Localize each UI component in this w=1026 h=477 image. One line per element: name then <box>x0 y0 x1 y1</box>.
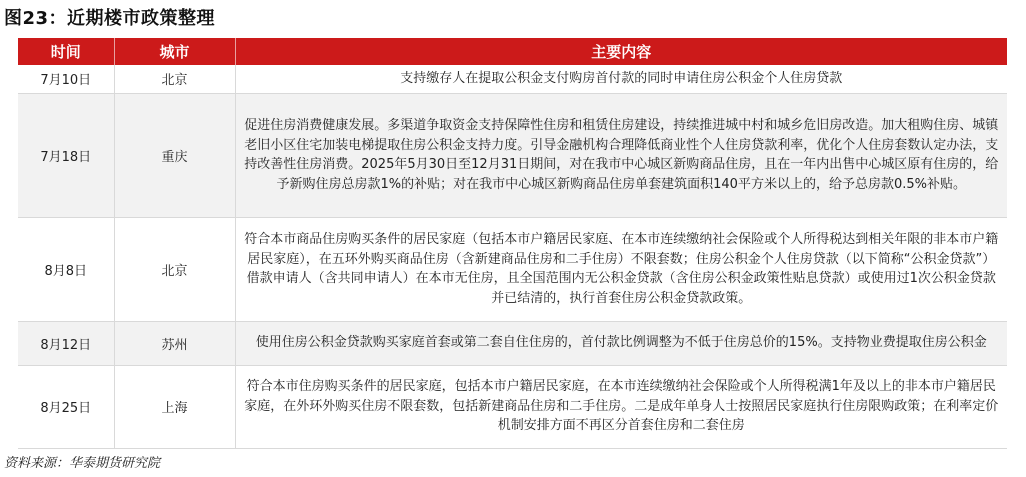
cell-content: 符合本市住房购买条件的居民家庭，包括本市户籍居民家庭，在本市连续缴纳社会保险或个人所得税满1年及以上的非本市户籍居民家庭，在外环外购买住房不限套数，包括新建商品住房和二手住房。二是成年单身人士按照居民家庭执行住房限购政策；在利率定价机制安排方面不再区分首套住房和二套住房 <box>235 365 1007 448</box>
header-time: 时间 <box>18 38 114 65</box>
cell-city: 重庆 <box>114 93 235 217</box>
cell-city: 上海 <box>114 365 235 448</box>
cell-time: 7月10日 <box>18 65 114 93</box>
table-row <box>18 321 1007 365</box>
cell-city: 北京 <box>114 217 235 321</box>
cell-city: 北京 <box>114 65 235 93</box>
cell-content: 促进住房消费健康发展。多渠道争取资金支持保障性住房和租赁住房建设，持续推进城中村和城乡危旧房改造。加大租购住房、城镇老旧小区住宅加装电梯提取住房公积金支持力度。引导金融机构合理降低商业性个人住房贷款利率，优化个人住房套数认定办法，支持改善性住房消费。2025年5月30日至12月31日期间，对在我市中心城区新购商品住房，且在一年内出售中心城区原有住房的，给予新购住房总房款1%的补贴；对在我市中心城区新购商品住房单套建筑面积140平方米以上的，给予总房款0.5%补贴。 <box>235 93 1007 217</box>
cell-city: 苏州 <box>114 321 235 365</box>
policy-table-container <box>18 38 1007 449</box>
header-city: 城市 <box>114 38 235 65</box>
header-content: 主要内容 <box>235 38 1007 65</box>
figure-title: 图23：近期楼市政策整理 <box>4 8 216 29</box>
policy-table <box>18 38 1007 449</box>
table-row <box>18 217 1007 321</box>
table-row <box>18 93 1007 217</box>
header-row <box>18 38 1007 65</box>
table-row <box>18 65 1007 93</box>
cell-time: 8月12日 <box>18 321 114 365</box>
source-note: 资料来源：华泰期货研究院 <box>4 456 161 471</box>
table-row <box>18 365 1007 448</box>
table-body <box>18 65 1007 448</box>
cell-content: 使用住房公积金贷款购买家庭首套或第二套自住住房的，首付款比例调整为不低于住房总价的15%。支持物业费提取住房公积金 <box>235 321 1007 365</box>
cell-content: 符合本市商品住房购买条件的居民家庭（包括本市户籍居民家庭、在本市连续缴纳社会保险或个人所得税达到相关年限的非本市户籍居民家庭），在五环外购买商品住房（含新建商品住房和二手住房）不限套数；住房公积金个人住房贷款（以下简称“公积金贷款”）借款申请人（含共同申请人）在本市无住房，且全国范围内无公积金贷款（含住房公积金政策性贴息贷款）或使用过1次公积金贷款并已结清的，执行首套住房公积金贷款政策。 <box>235 217 1007 321</box>
cell-content: 支持缴存人在提取公积金支付购房首付款的同时申请住房公积金个人住房贷款 <box>235 65 1007 93</box>
cell-time: 8月8日 <box>18 217 114 321</box>
cell-time: 7月18日 <box>18 93 114 217</box>
cell-time: 8月25日 <box>18 365 114 448</box>
table-header <box>18 38 1007 65</box>
